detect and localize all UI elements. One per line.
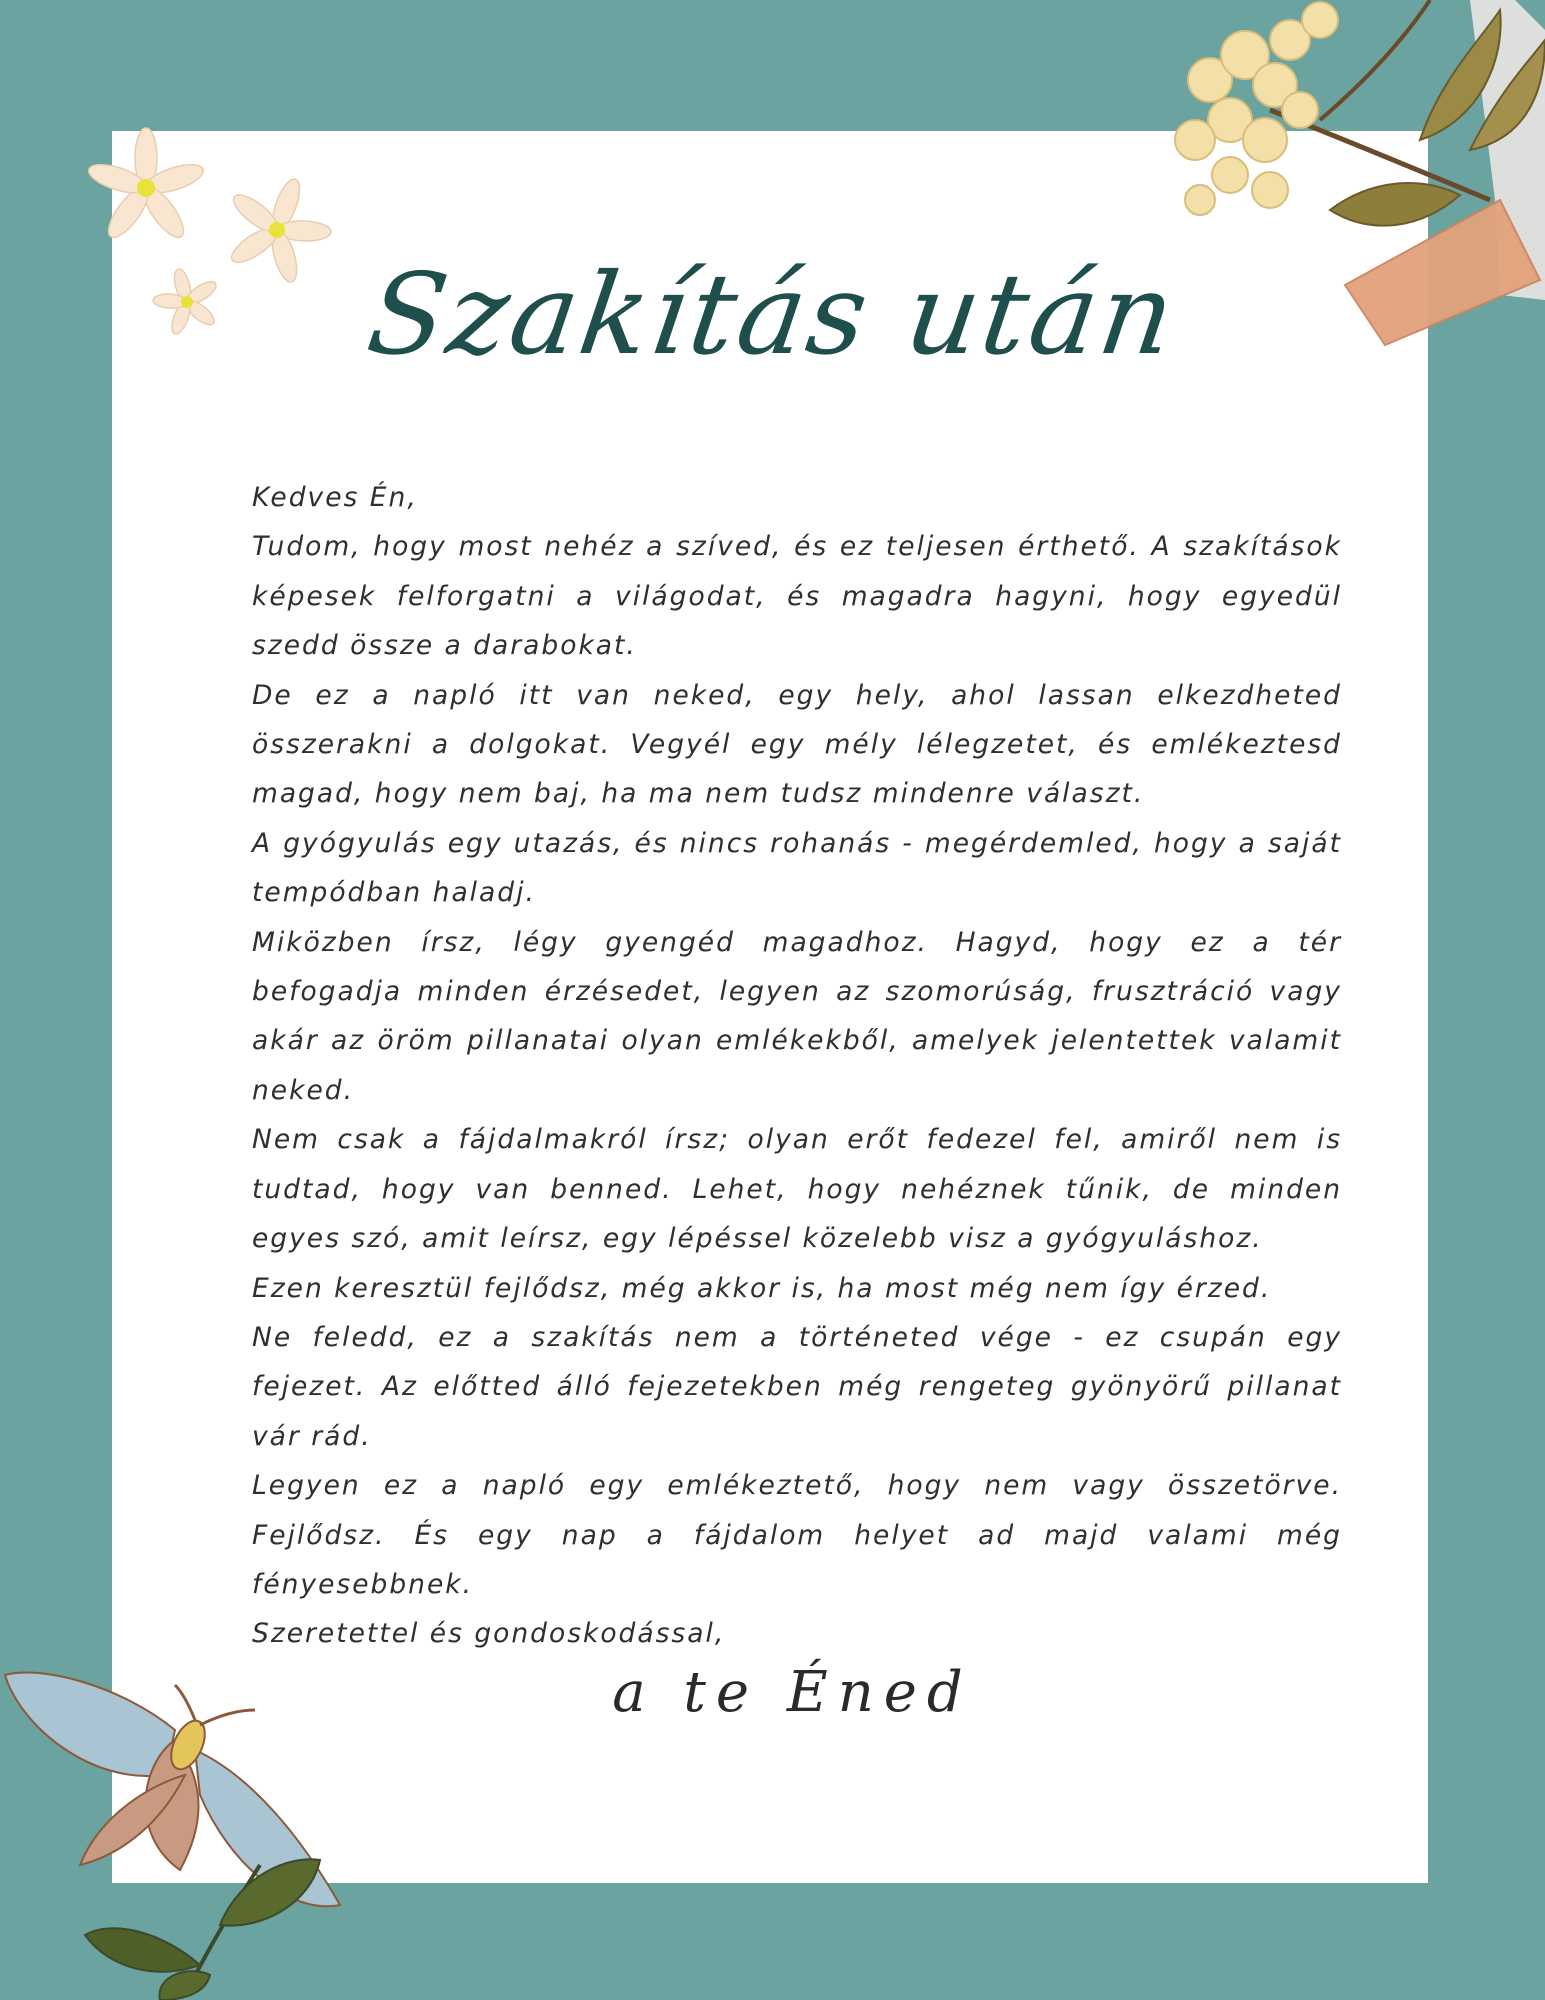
- paragraph: Nem csak a fájdalmakról írsz; olyan erőt fedezel fel, amiről nem is tudtad, hogy van benned. Lehet, hogy nehéznek tűnik, de minden egyes szó, amit leírsz, egy lépéssel közelebb visz a gyógyuláshoz.: [252, 1124, 1342, 1255]
- letter-body: [252, 473, 1342, 1659]
- closing: Szeretettel és gondoskodással,: [252, 1618, 726, 1650]
- paragraph: A gyógyulás egy utazás, és nincs rohanás - megérdemled, hogy a saját tempódban haladj.: [252, 827, 1342, 909]
- paragraph: Ne feledd, ez a szakítás nem a történeted vége - ez csupán egy fejezet. Az előtted álló fejezetekben még rengeteg gyönyörű pillanat vár rád.: [252, 1321, 1342, 1452]
- paragraph: Ezen keresztül fejlődsz, még akkor is, ha most még nem így érzed.: [252, 1272, 1272, 1304]
- greeting: Kedves Én,: [252, 482, 418, 513]
- paragraph: De ez a napló itt van neked, egy hely, ahol lassan elkezdheted összerakni a dolgokat. Vegyél egy mély lélegzetet, és emlékeztesd magad, hogy nem baj, ha ma nem tudsz mindenre választ.: [252, 679, 1342, 810]
- signature: a te Éned: [612, 1660, 973, 1725]
- paragraph: Tudom, hogy most nehéz a szíved, és ez teljesen érthető. A szakítások képesek felforgatni a világodat, és magadra hagyni, hogy egyedül szedd össze a darabokat.: [252, 531, 1342, 662]
- paragraph: Miközben írsz, légy gyengéd magadhoz. Hagyd, hogy ez a tér befogadja minden érzésedet, legyen az szomorúság, frusztráció vagy akár az öröm pillanatai olyan emlékekből, amelyek jelentettek valamit neked.: [252, 926, 1342, 1106]
- page-title: Szakítás után: [360, 250, 1185, 380]
- paragraph: Legyen ez a napló egy emlékeztető, hogy nem vagy összetörve. Fejlődsz. És egy nap a fájdalom helyet ad majd valami még fényesebbnek.: [252, 1470, 1342, 1600]
